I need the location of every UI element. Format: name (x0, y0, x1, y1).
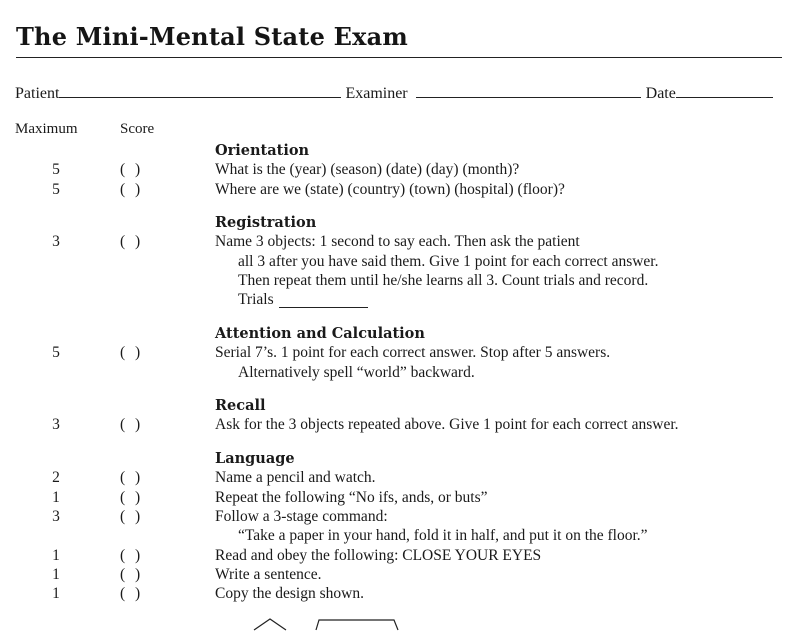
exam-item (0, 508, 806, 528)
max-score: 3 (52, 416, 60, 433)
trials-label: Trials (238, 291, 274, 308)
score-field[interactable]: ( ) (120, 181, 144, 198)
section-heading-language: Language (215, 450, 295, 467)
score-field[interactable]: ( ) (120, 547, 144, 564)
exam-item (0, 566, 806, 586)
exam-item (0, 181, 806, 201)
score-field[interactable]: ( ) (120, 416, 144, 433)
item-text: Repeat the following “No ifs, ands, or buts” (215, 489, 488, 506)
max-score: 3 (52, 508, 60, 525)
item-text: Name 3 objects: 1 second to say each. Then ask the patient (215, 233, 580, 250)
score-field[interactable]: ( ) (120, 508, 144, 525)
score-field[interactable]: ( ) (120, 566, 144, 583)
item-text: “Take a paper in your hand, fold it in half, and put it on the floor.” (238, 527, 648, 544)
exam-item (0, 547, 806, 567)
item-text: Read and obey the following: CLOSE YOUR EYES (215, 547, 542, 564)
date-field[interactable] (676, 83, 773, 98)
section-heading-registration: Registration (215, 214, 317, 231)
column-header-score: Score (120, 121, 155, 137)
intersecting-pentagons-icon (240, 618, 410, 638)
item-text: Ask for the 3 objects repeated above. Give 1 point for each correct answer. (215, 416, 679, 433)
item-text: Then repeat them until he/she learns all 3. Count trials and record. (238, 272, 649, 289)
column-header-maximum: Maximum (15, 121, 78, 137)
exam-item (0, 489, 806, 509)
item-text: Where are we (state) (country) (town) (hospital) (floor)? (215, 181, 565, 198)
item-text: all 3 after you have said them. Give 1 point for each correct answer. (238, 253, 659, 270)
score-field[interactable]: ( ) (120, 161, 144, 178)
item-text: Write a sentence. (215, 566, 322, 583)
max-score: 1 (52, 547, 60, 564)
max-score: 1 (52, 489, 60, 506)
max-score: 5 (52, 181, 60, 198)
score-field[interactable]: ( ) (120, 344, 144, 361)
item-text: Name a pencil and watch. (215, 469, 376, 486)
exam-item (0, 233, 806, 253)
page-title: The Mini-Mental State Exam (16, 22, 408, 51)
max-score: 5 (52, 161, 60, 178)
max-score: 3 (52, 233, 60, 250)
header-fields (15, 83, 785, 103)
section-heading-orientation: Orientation (215, 142, 310, 159)
trials-field[interactable] (279, 293, 368, 308)
exam-item (0, 585, 806, 605)
exam-item (0, 344, 806, 364)
section-heading-attention-calculation: Attention and Calculation (215, 325, 425, 342)
section-heading-recall: Recall (215, 397, 266, 414)
examiner-field[interactable] (416, 83, 641, 98)
item-text: Copy the design shown. (215, 585, 364, 602)
exam-item (0, 161, 806, 181)
item-text: Follow a 3-stage command: (215, 508, 388, 525)
max-score: 5 (52, 344, 60, 361)
score-field[interactable]: ( ) (120, 585, 144, 602)
exam-item (0, 469, 806, 489)
score-field[interactable]: ( ) (120, 233, 144, 250)
exam-item (0, 416, 806, 436)
max-score: 2 (52, 469, 60, 486)
score-field[interactable]: ( ) (120, 469, 144, 486)
examiner-label: Examiner (345, 85, 408, 102)
patient-label: Patient (15, 85, 60, 102)
score-field[interactable]: ( ) (120, 489, 144, 506)
date-label: Date (645, 85, 676, 102)
item-text: Alternatively spell “world” backward. (238, 364, 475, 381)
item-text: Serial 7’s. 1 point for each correct answer. Stop after 5 answers. (215, 344, 611, 361)
patient-field[interactable] (59, 83, 341, 98)
max-score: 1 (52, 566, 60, 583)
title-rule (16, 57, 782, 58)
item-text: What is the (year) (season) (date) (day) (month)? (215, 161, 520, 178)
max-score: 1 (52, 585, 60, 602)
